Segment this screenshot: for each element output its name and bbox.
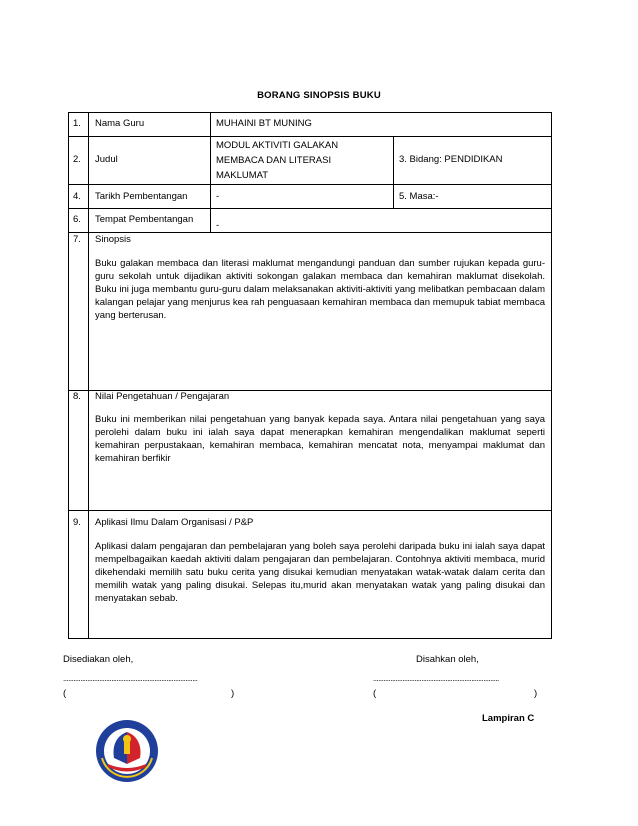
row-number: 2.	[73, 154, 81, 165]
annex-label: Lampiran C	[482, 713, 535, 724]
application-text: Aplikasi dalam pengajaran dan pembelajaran yang boleh saya perolehi daripada buku ini ialah saya dapat mempelbagaikan kaedah aktiviti dalam pengajaran dan pembelajaran. Contohnya aktiviti membaca, murid dikehendaki memilih satu buku cerita yang disukai kemudian menyatakan watak-watak dalam cerita dan memilih watak yang paling disukai. Selepas itu,murid akan menyatakan watak yang paling disukai dan menyatakan sebab.	[95, 541, 545, 604]
field-value: 3. Bidang: PENDIDIKAN	[399, 154, 503, 165]
knowledge-label: Nilai Pengetahuan / Pengajaran	[95, 391, 230, 402]
date-value: -	[216, 191, 220, 202]
venue-value: -	[216, 220, 220, 231]
row-number: 4.	[73, 191, 81, 202]
title-value-line: MODUL AKTIVITI GALAKAN	[216, 140, 339, 151]
time-value: 5. Masa:-	[399, 191, 439, 202]
open-paren: (	[373, 688, 377, 699]
venue-label: Tempat Pembentangan	[95, 214, 194, 225]
knowledge-text: Buku ini memberikan nilai pengetahuan yang banyak kepada saya. Antara nilai pengetahuan yang saya perolehi dalam buku ini ialah saya dapat menerapkan kemahiran mengendalikan maklumat seperti kemahiran perpustakaan, kemahiran membaca, kemahiran mencatat nota, menyampai maklumat dan kemahiran berfikir	[95, 414, 545, 464]
application-label: Aplikasi Ilmu Dalam Organisasi / P&P	[95, 517, 254, 528]
row-number: 9.	[73, 517, 81, 528]
synopsis-text: Buku galakan membaca dan literasi maklumat mengandungi panduan dan sumber rujukan kepada guru-guru sekolah untuk dijadikan aktiviti sokongan galakan membaca dan kemahiran maklumat disekolah. Buku ini juga membantu guru-guru dalam melaksanakan aktiviti-aktiviti yang melibatkan pembacaan dalam kalangan pelajar yang menjurus kea rah penguasaan kemahiran membaca dan memupuk tabiat membaca yang berterusan.	[95, 258, 545, 321]
ministry-of-education-logo-icon	[94, 718, 160, 784]
open-paren: (	[63, 688, 67, 699]
row-number: 6.	[73, 214, 81, 225]
title-label: Judul	[95, 154, 118, 165]
row-number: 1.	[73, 118, 81, 129]
approved-signature-line: .........................................................................	[373, 674, 499, 683]
form-title: BORANG SINOPSIS BUKU	[257, 90, 381, 101]
row-number: 7.	[73, 234, 81, 245]
row-number: 8.	[73, 391, 81, 402]
close-paren: )	[534, 688, 538, 699]
approved-by-label: Disahkan oleh,	[416, 654, 479, 665]
prepared-by-label: Disediakan oleh,	[63, 654, 134, 665]
title-value-line: MAKLUMAT	[216, 170, 269, 181]
name-value: MUHAINI BT MUNING	[216, 118, 312, 129]
title-value-line: MEMBACA DAN LITERASI	[216, 155, 332, 166]
prepared-signature-line: ..............................................................................	[63, 674, 198, 683]
close-paren: )	[231, 688, 235, 699]
date-label: Tarikh Pembentangan	[95, 191, 188, 202]
synopsis-label: Sinopsis	[95, 234, 131, 245]
name-label: Nama Guru	[95, 118, 145, 129]
